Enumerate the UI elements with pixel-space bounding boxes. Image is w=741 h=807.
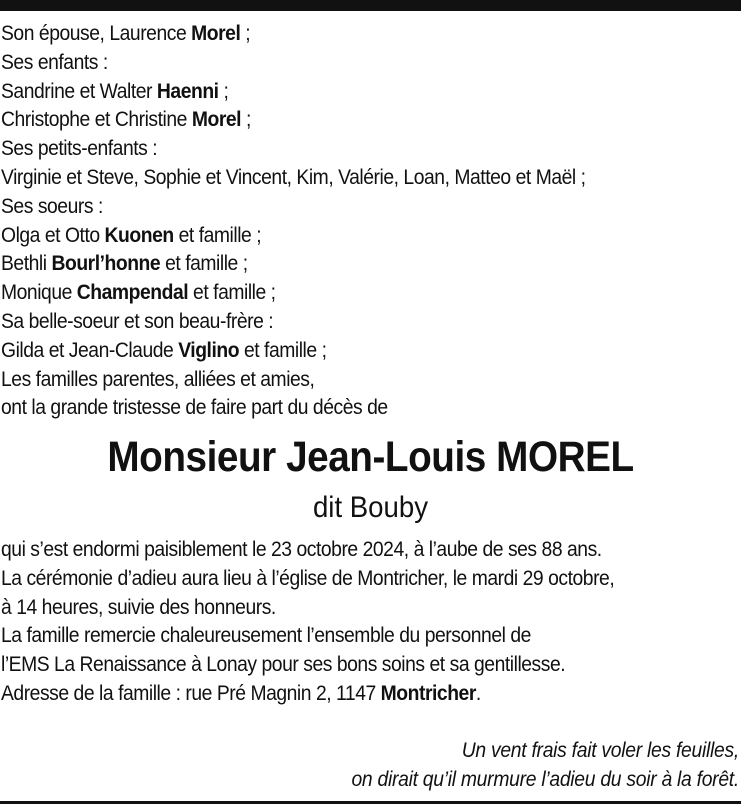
family-line-sister: Monique Champendal et famille ;	[1, 281, 276, 305]
details-line-passing: qui s’est endormi paisiblement le 23 octobre 2024, à l’aube de ses 88 ans.	[1, 538, 602, 561]
family-line-relatives: Les familles parentes, alliées et amies,	[1, 367, 315, 391]
surname: Haenni	[156, 79, 219, 103]
family-line-spouse: Son épouse, Laurence Morel ;	[1, 22, 251, 45]
surname: Viglino	[178, 338, 240, 362]
family-heading-children: Ses enfants :	[1, 50, 108, 74]
family-line-child: Sandrine et Walter Haenni ;	[1, 79, 229, 103]
family-heading-in-laws: Sa belle-soeur et son beau-frère :	[1, 309, 274, 333]
family-line-child: Christophe et Christine Morel ;	[1, 108, 251, 132]
top-border-rule	[0, 0, 741, 11]
quote-line: on dirait qu’il murmure l’adieu du soir à la forêt.	[351, 768, 739, 791]
deceased-name: Monsieur Jean-Louis MOREL	[107, 433, 634, 481]
details-line-ceremony-time: à 14 heures, suivie des honneurs.	[1, 595, 276, 619]
details-line-ceremony: La cérémonie d’adieu aura lieu à l’église de Montricher, le mardi 29 octobre,	[1, 566, 615, 590]
closing-quote	[1, 736, 739, 794]
surname: Morel	[191, 22, 241, 45]
quote-line: Un vent frais fait voler les feuilles,	[461, 739, 739, 762]
family-heading-grandchildren: Ses petits-enfants :	[1, 137, 158, 161]
details-line-thanks: La famille remercie chaleureusement l’ensemble du personnel de	[1, 624, 531, 648]
deceased-nickname: dit Bouby	[312, 491, 429, 524]
surname: Bourl’honne	[51, 252, 161, 276]
announcement-intro: ont la grande tristesse de faire part du décès de	[1, 396, 388, 420]
family-line-sister: Olga et Otto Kuonen et famille ;	[1, 223, 262, 247]
address-town: Montricher	[380, 681, 476, 705]
family-heading-sisters: Ses soeurs :	[1, 194, 103, 218]
bottom-border-rule	[0, 801, 741, 804]
details-line-thanks-ems: l’EMS La Renaissance à Lonay pour ses bons soins et sa gentillesse.	[1, 653, 566, 677]
family-line-in-laws: Gilda et Jean-Claude Viglino et famille ;	[1, 338, 327, 362]
details-line-address: Adresse de la famille : rue Pré Magnin 2, 1147 Montricher.	[1, 681, 481, 705]
surname: Kuonen	[104, 223, 174, 247]
surname: Champendal	[76, 281, 189, 305]
announcement-details	[1, 536, 739, 709]
family-line-grandchildren: Virginie et Steve, Sophie et Vincent, Kim, Valérie, Loan, Matteo et Maël ;	[1, 165, 586, 189]
family-list	[1, 20, 739, 423]
surname: Morel	[191, 108, 242, 132]
family-line-sister: Bethli Bourl’honne et famille ;	[1, 252, 248, 276]
